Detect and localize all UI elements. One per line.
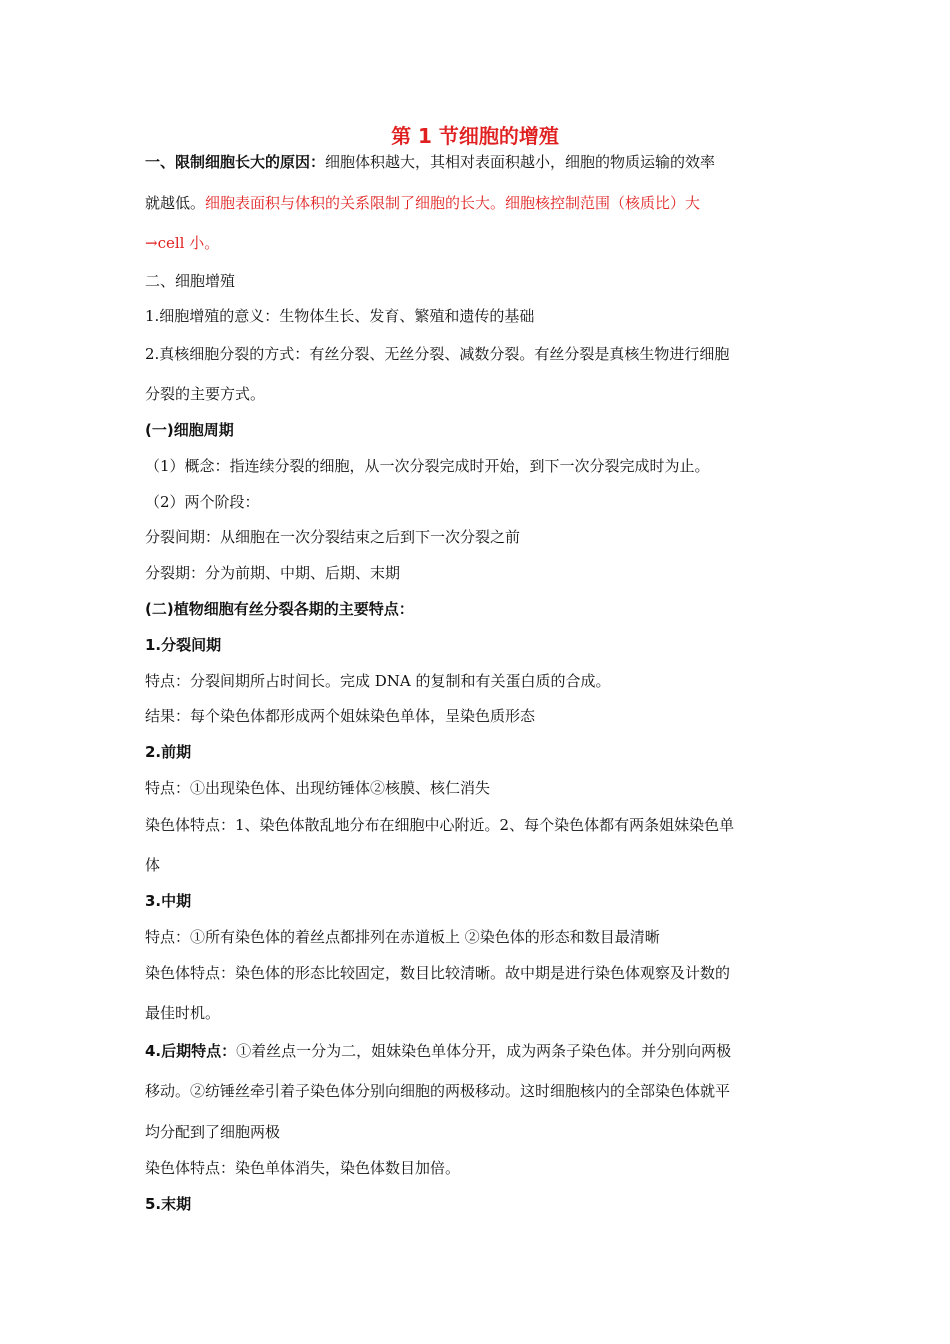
text-line: 分裂的主要方式。 bbox=[145, 385, 266, 403]
text-line: 最佳时机。 bbox=[145, 1004, 221, 1022]
text-line: 移动。②纺锤丝牵引着子染色体分别向细胞的两极移动。这时细胞核内的全部染色体就平 bbox=[145, 1082, 731, 1100]
section1-line2 bbox=[145, 193, 815, 213]
subheading-mitosis-phases: (二)植物细胞有丝分裂各期的主要特点： bbox=[145, 600, 414, 618]
text-line: 2.真核细胞分裂的方式：有丝分裂、无丝分裂、减数分裂。有丝分裂是真核生物进行细胞 bbox=[145, 345, 730, 363]
subheading-prophase: 2.前期 bbox=[145, 743, 192, 761]
text-line: 特点：①所有染色体的着丝点都排列在赤道板上 ②染色体的形态和数目最清晰 bbox=[145, 928, 660, 946]
subheading-metaphase: 3.中期 bbox=[145, 892, 192, 910]
section1-text-line1: 细胞体积越大，其相对表面积越小，细胞的物质运输的效率 bbox=[325, 153, 716, 171]
section1-line1 bbox=[145, 152, 815, 172]
text-line: 均分配到了细胞两极 bbox=[145, 1123, 281, 1141]
text-line: 染色体特点：1、染色体散乱地分布在细胞中心附近。2、每个染色体都有两条姐妹染色单 bbox=[145, 816, 735, 834]
subheading-cell-cycle: (一)细胞周期 bbox=[145, 421, 234, 439]
text-line: （2）两个阶段： bbox=[145, 493, 260, 511]
section1-line3: →cell 小。 bbox=[145, 234, 220, 252]
text-line: 1.细胞增殖的意义：生物体生长、发育、繁殖和遗传的基础 bbox=[145, 307, 535, 325]
text-line: 特点：分裂间期所占时间长。完成 DNA 的复制和有关蛋白质的合成。 bbox=[145, 672, 611, 690]
anaphase-line bbox=[145, 1041, 815, 1061]
text-line: 体 bbox=[145, 856, 161, 874]
subheading-anaphase: 4.后期特点： bbox=[145, 1042, 237, 1060]
text-line: 染色体特点：染色单体消失，染色体数目加倍。 bbox=[145, 1159, 461, 1177]
text-line: 分裂期：分为前期、中期、后期、末期 bbox=[145, 564, 401, 582]
text-line: 结果：每个染色体都形成两个姐妹染色单体，呈染色质形态 bbox=[145, 707, 536, 725]
text-line: （1）概念：指连续分裂的细胞，从一次分裂完成时开始，到下一次分裂完成时为止。 bbox=[145, 457, 710, 475]
subheading-telophase: 5.末期 bbox=[145, 1195, 192, 1213]
text-line: 特点：①出现染色体、出现纺锤体②核膜、核仁消失 bbox=[145, 779, 491, 797]
heading-cell-proliferation: 二、细胞增殖 bbox=[145, 272, 236, 290]
page-title: 第 1 节细胞的增殖 bbox=[391, 124, 559, 148]
anaphase-text: ①着丝点一分为二，姐妹染色单体分开，成为两条子染色体。并分别向两极 bbox=[236, 1042, 732, 1060]
section1-text-line2-black: 就越低。 bbox=[145, 194, 206, 212]
text-line: 染色体特点：染色体的形态比较固定，数目比较清晰。故中期是进行染色体观察及计数的 bbox=[145, 964, 731, 982]
text-line: 分裂间期：从细胞在一次分裂结束之后到下一次分裂之前 bbox=[145, 528, 521, 546]
section1-text-line2-red: 细胞表面积与体积的关系限制了细胞的长大。细胞核控制范围（核质比）大 bbox=[205, 194, 701, 212]
section1-heading: 一、限制细胞长大的原因： bbox=[145, 153, 326, 171]
subheading-interphase: 1.分裂间期 bbox=[145, 636, 222, 654]
